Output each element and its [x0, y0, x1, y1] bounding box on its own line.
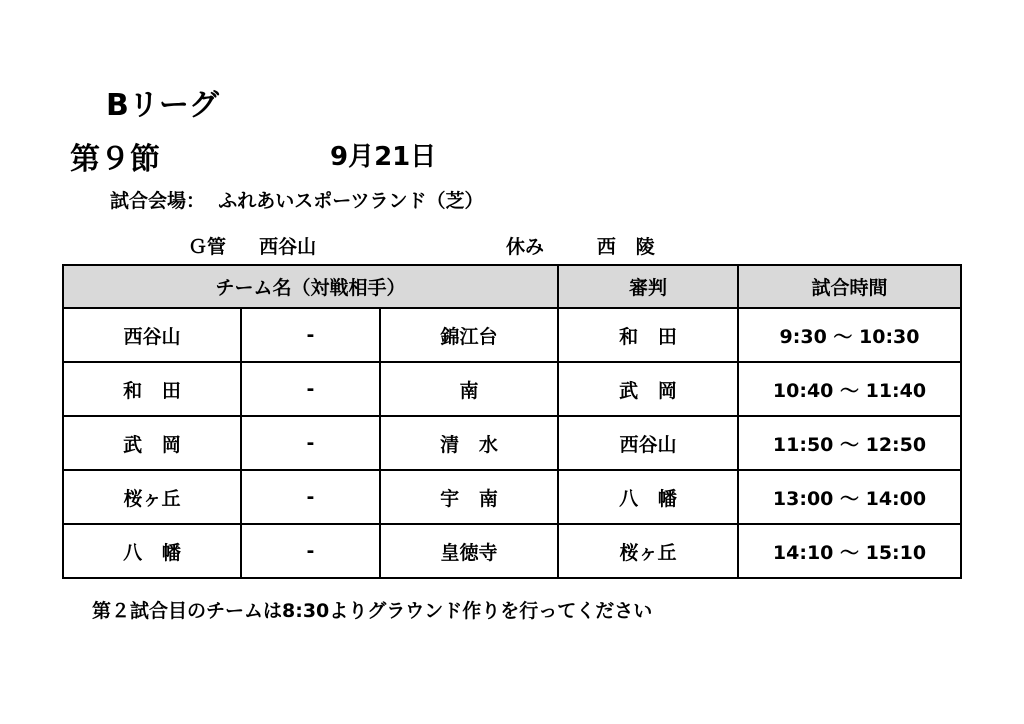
rest-team: 休み 西 陵 [506, 236, 655, 258]
home-team: 和 田 [63, 362, 241, 416]
home-team: 西谷山 [63, 308, 241, 362]
match-date: 9月21日 [330, 142, 437, 172]
header-referee: 審判 [558, 265, 738, 308]
table-row [63, 362, 961, 416]
match-time: 14:10 ～ 15:10 [738, 524, 961, 578]
away-team: 清 水 [380, 416, 558, 470]
table-row [63, 416, 961, 470]
home-team: 桜ヶ丘 [63, 470, 241, 524]
venue-label: 試合会場： ふれあいスポーツランド（芝） [110, 190, 484, 212]
schedule-table [62, 264, 962, 579]
away-team: 皇徳寺 [380, 524, 558, 578]
table-row [63, 470, 961, 524]
home-team: 八 幡 [63, 524, 241, 578]
ground-manager: Ｇ管 西谷山 [188, 236, 317, 258]
match-time: 13:00 ～ 14:00 [738, 470, 961, 524]
table-row [63, 308, 961, 362]
referee: 武 岡 [558, 362, 738, 416]
away-team: 錦江台 [380, 308, 558, 362]
table-header-row [63, 265, 961, 308]
vs-separator: - [241, 362, 380, 416]
match-time: 11:50 ～ 12:50 [738, 416, 961, 470]
match-time: 10:40 ～ 11:40 [738, 362, 961, 416]
away-team: 宇 南 [380, 470, 558, 524]
home-team: 武 岡 [63, 416, 241, 470]
referee: 和 田 [558, 308, 738, 362]
match-time: 9:30 ～ 10:30 [738, 308, 961, 362]
vs-separator: - [241, 416, 380, 470]
vs-separator: - [241, 470, 380, 524]
referee: 八 幡 [558, 470, 738, 524]
footer-note: 第２試合目のチームは8:30よりグラウンド作りを行ってください [92, 600, 653, 622]
referee: 西谷山 [558, 416, 738, 470]
away-team: 南 [380, 362, 558, 416]
vs-separator: - [241, 308, 380, 362]
round-title: 第９節 [70, 142, 160, 177]
vs-separator: - [241, 524, 380, 578]
header-team: チーム名（対戦相手） [63, 265, 558, 308]
league-title: Bリーグ [106, 88, 219, 123]
table-row [63, 524, 961, 578]
header-time: 試合時間 [738, 265, 961, 308]
referee: 桜ヶ丘 [558, 524, 738, 578]
